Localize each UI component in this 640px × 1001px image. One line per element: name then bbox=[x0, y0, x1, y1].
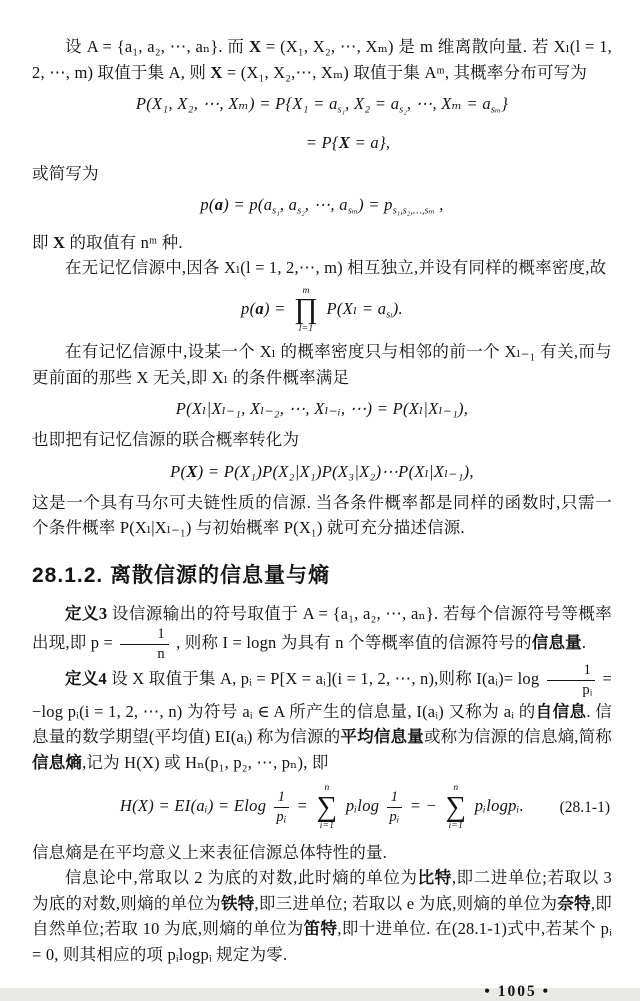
paragraph-joint-conversion: 也即把有记忆信源的联合概率转化为 bbox=[32, 430, 300, 450]
formula-chain-rule: P(X) = P(X₁)P(X₂|X₁)P(X₃|X₂)⋯P(Xₗ|Xₗ₋₁), bbox=[170, 461, 474, 481]
paragraph-definition-3: 定义3 设信源输出的符号取值于 A = {a₁, a₂, ⋯, aₙ}. 若每个信源符号等概率出现,即 p = $\frac{1}{n}$ , 则称 I = logn 为具有 n 个等概率值的信源符号的信息量. bbox=[32, 603, 612, 662]
paragraph-log-base-units: 信息论中,常取以 2 为底的对数,此时熵的单位为比特,即二进单位;若取以 3 为底的对数,则熵的单位为铁特,即三进单位; 若取以 e 为底,则熵的单位为奈特,即自然单位;若取 10 为底,则熵的单位为笛特,即十进单位. 在(28.1-1)式中,若某个 pᵢ = 0, 则其相应的项 pᵢlogpᵢ 规定为零. bbox=[32, 868, 613, 964]
paragraph-abbrev-intro: 或简写为 bbox=[32, 163, 99, 183]
formula-product-form: p(a) = m ∏ l=1 $P(X_l = a_{s_l})$. bbox=[241, 284, 403, 334]
paragraph-entropy-meaning: 信息熵是在平均意义上来表征信源总体特性的量. bbox=[32, 842, 388, 862]
paragraph-memoryless-source: 在无记忆信源中,因各 Xₗ(l = 1, 2,⋯, m) 相互独立,并设有同样的概率密度,故 bbox=[65, 258, 607, 278]
paragraph-value-count: 即 X 的取值有 nᵐ 种. bbox=[32, 232, 183, 252]
paragraph-setup-vector: 设 A = {a₁, a₂, ⋯, aₙ}. 而 X = (X₁, X₂, ⋯, Xₘ) 是 m 维离散向量. 若 Xₗ(l = 1, 2, ⋯, m) 取值于集 A, 则 X = (X₁, X₂,⋯, Xₘ) 取值于集 Aᵐ, 其概率分布可写为 bbox=[32, 37, 612, 82]
paragraph-definition-4: 定义4 设 X 取值于集 A, pᵢ = P[X = aᵢ](i = 1, 2, ⋯, n),则称 I(aᵢ)= log $\frac{1}{\text{pᵢ}}$ = −log pᵢ(i = 1, 2, ⋯, n) 为符号 aᵢ ∈ A 所产生的信息量, I(aᵢ) 又称为 aᵢ 的自信息. 信息量的数学期望(平均值) EI(aᵢ) 称为信源的平均信息量或称为信源的信息熵,简称信息熵,记为 H(X) 或 Hₙ(p₁, p₂, ⋯, pₙ), 即 bbox=[32, 662, 613, 772]
formula-abbreviated-probability: $p(a) = p(a_{s_1}$, $a_{s_2}$, ⋯, $a_{s_m}) = p_{s_1,s_2,\dots,s_m}$ , bbox=[200, 195, 444, 217]
formula-joint-probability-line1: P(X₁, X₂, ⋯, $X_m) = P\{X_1 = a_{s_1}$, $X_2 = a_{s_2}$, ⋯, $X_m = a_{s_m}$} bbox=[135, 94, 509, 116]
section-heading: 28.1.2. 离散信源的信息量与熵 bbox=[32, 563, 331, 587]
formula-joint-probability-line2: = P{X = a}, bbox=[305, 132, 391, 152]
equation-number: (28.1-1) bbox=[559, 798, 610, 816]
paragraph-memory-source: 在有记忆信源中,设某一个 Xₗ 的概率密度只与相邻的前一个 Xₗ₋₁ 有关,而与更前面的那些 X 无关,即 Xₗ 的条件概率满足 bbox=[32, 342, 612, 387]
formula-entropy-definition: H(X) = EI(aᵢ) = Elog $\frac{1}{\text{pᵢ}}$ = n ∑ i=1 pᵢlog $\frac{1}{\text{pᵢ}}$ = − n ∑ i=1 pᵢlogpᵢ. bbox=[119, 782, 525, 832]
formula-conditional-probability: P(Xₗ|Xₗ₋₁, Xₗ₋₂, ⋯, Xₗ₋ᵢ, ⋯) = P(Xₗ|Xₗ₋₁), bbox=[175, 399, 469, 419]
formula-entropy-row bbox=[32, 783, 612, 831]
page-number: • 1005 • bbox=[484, 983, 550, 1001]
paragraph-markov-note: 这是一个具有马尔可夫链性质的信源. 当各条件概率都是同样的函数时,只需一个条件概率 P(Xₗ|Xₗ₋₁) 与初始概率 P(X₁) 就可充分描述信源. bbox=[32, 492, 612, 538]
